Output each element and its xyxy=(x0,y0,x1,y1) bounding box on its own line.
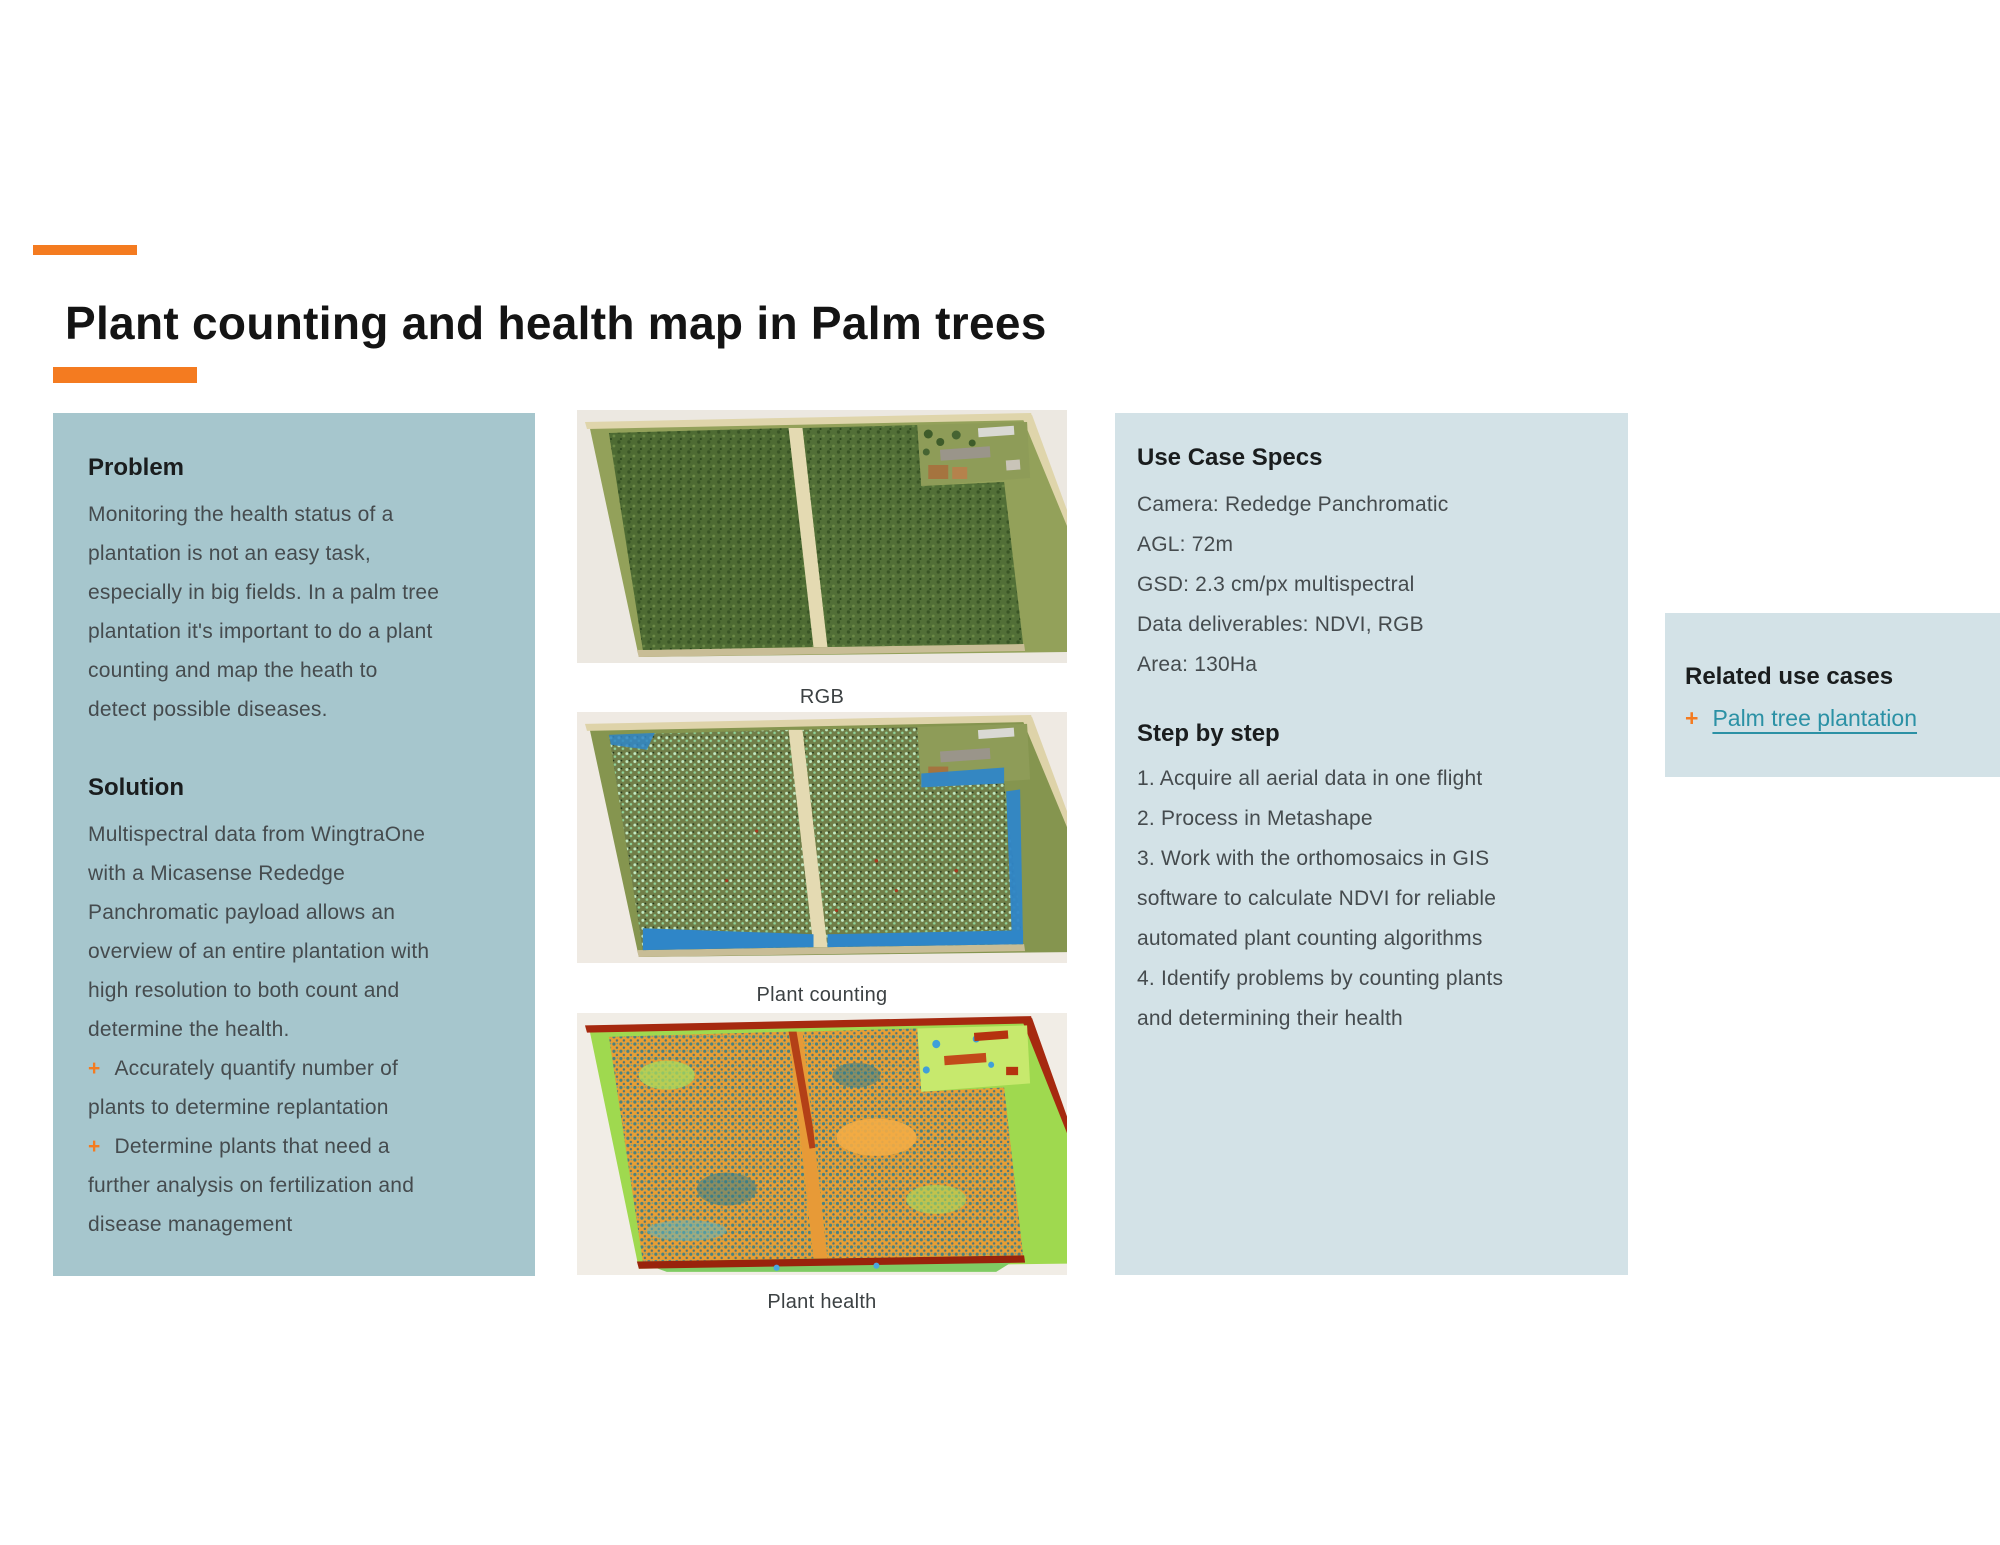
step-line: 3. Work with the orthomosaics in GIS xyxy=(1137,847,1490,870)
spec-line: Area: 130Ha xyxy=(1137,653,1258,676)
bullet-text: Determine plants that need a xyxy=(114,1135,390,1158)
step-line: automated plant counting algorithms xyxy=(1137,927,1483,950)
bullet-text: Accurately quantify number of xyxy=(114,1057,399,1080)
steps-heading: Step by step xyxy=(1137,720,1280,747)
accent-dash xyxy=(33,245,137,255)
text-line: overview of an entire plantation with xyxy=(88,940,430,963)
text-line: high resolution to both count and xyxy=(88,979,400,1002)
steps-list xyxy=(1137,759,1608,1039)
problem-text xyxy=(88,495,515,729)
step-line: 4. Identify problems by counting plants xyxy=(1137,967,1504,990)
use-case-specs-panel xyxy=(1115,413,1628,1275)
plant-health-image xyxy=(577,1013,1067,1275)
step-line: 2. Process in Metashape xyxy=(1137,807,1373,830)
bullet-item xyxy=(88,1049,515,1088)
spec-line: GSD: 2.3 cm/px multispectral xyxy=(1137,573,1415,596)
plus-bullet-icon: + xyxy=(88,1057,101,1080)
plant-counting-graphic xyxy=(577,712,1067,963)
text-line: counting and map the heath to xyxy=(88,659,378,682)
bullet-item xyxy=(88,1127,515,1166)
text-line: plantation is not an easy task, xyxy=(88,542,371,565)
text-line: Panchromatic payload allows an xyxy=(88,901,396,924)
specs-heading: Use Case Specs xyxy=(1137,444,1323,471)
spec-line: AGL: 72m xyxy=(1137,533,1234,556)
bullet-text-line: further analysis on fertilization and xyxy=(88,1174,415,1197)
problem-heading: Problem xyxy=(88,454,185,481)
text-line: determine the health. xyxy=(88,1018,290,1041)
plant-counting-image xyxy=(577,712,1067,963)
rgb-orthomosaic-image xyxy=(577,410,1067,663)
related-link-row xyxy=(1685,705,1990,732)
step-line: 1. Acquire all aerial data in one flight xyxy=(1137,767,1483,790)
figure-caption-plant-counting: Plant counting xyxy=(756,984,888,1006)
solution-text xyxy=(88,815,515,1244)
spec-line: Camera: Rededge Panchromatic xyxy=(1137,493,1449,516)
text-line: detect possible diseases. xyxy=(88,698,328,721)
text-line: plantation it's important to do a plant xyxy=(88,620,433,643)
plant-health-graphic xyxy=(577,1013,1067,1275)
related-link-palm-tree-plantation[interactable]: Palm tree plantation xyxy=(1712,705,1918,731)
related-use-cases-panel xyxy=(1665,613,2000,777)
step-line: software to calculate NDVI for reliable xyxy=(1137,887,1497,910)
figure-caption-rgb: RGB xyxy=(799,686,845,708)
solution-heading: Solution xyxy=(88,774,184,801)
step-line: and determining their health xyxy=(1137,1007,1403,1030)
text-line: especially in big fields. In a palm tree xyxy=(88,581,440,604)
problem-solution-panel xyxy=(53,413,535,1276)
plus-bullet-icon: + xyxy=(88,1135,101,1158)
text-line: Monitoring the health status of a xyxy=(88,503,394,526)
plus-bullet-icon: + xyxy=(1685,705,1699,731)
page-title: Plant counting and health map in Palm trees xyxy=(65,297,1047,349)
rgb-aerial-graphic xyxy=(577,410,1067,663)
related-heading: Related use cases xyxy=(1685,663,1894,690)
text-line: Multispectral data from WingtraOne xyxy=(88,823,426,846)
accent-bar xyxy=(53,367,197,383)
spec-line: Data deliverables: NDVI, RGB xyxy=(1137,613,1424,636)
specs-list xyxy=(1137,485,1608,685)
text-line: with a Micasense Rededge xyxy=(88,862,345,885)
figure-caption-plant-health: Plant health xyxy=(767,1291,877,1313)
bullet-text-line: disease management xyxy=(88,1213,293,1236)
bullet-text-line: plants to determine replantation xyxy=(88,1096,389,1119)
